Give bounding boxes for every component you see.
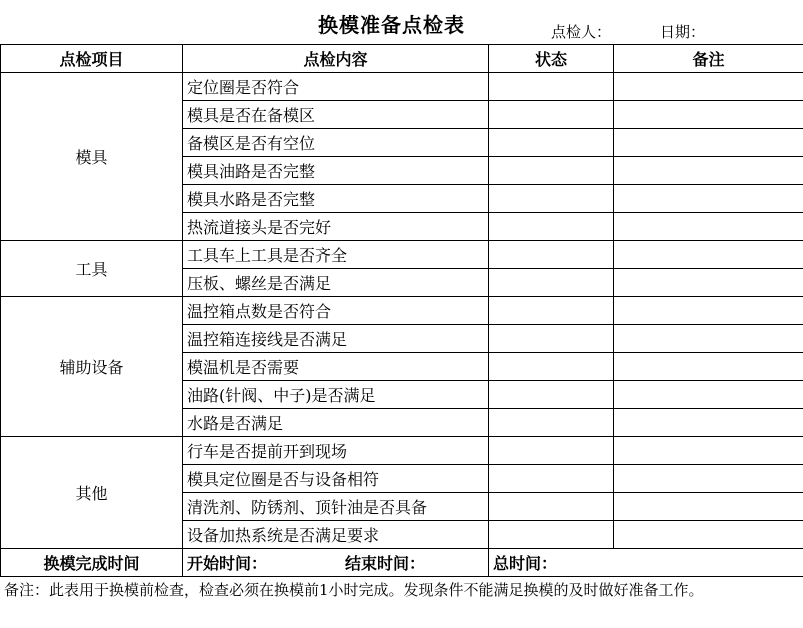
table-row (1, 297, 803, 325)
remark-cell[interactable] (614, 73, 803, 101)
remark-cell[interactable] (614, 465, 803, 493)
status-cell[interactable] (489, 521, 614, 549)
remark-cell[interactable] (614, 353, 803, 381)
remark-cell[interactable] (614, 297, 803, 325)
footnote: 备注：此表用于换模前检查，检查必须在换模前1小时完成。发现条件不能满足换模的及时做好准备工作。 (4, 581, 704, 599)
table-row (1, 437, 803, 465)
category-cell: 辅助设备 (1, 297, 183, 437)
remark-cell[interactable] (614, 241, 803, 269)
table-row (1, 241, 803, 269)
check-item-cell: 温控箱连接线是否满足 (183, 325, 489, 353)
remark-cell[interactable] (614, 409, 803, 437)
status-cell[interactable] (489, 409, 614, 437)
check-item-cell: 定位圈是否符合 (183, 73, 489, 101)
status-cell[interactable] (489, 325, 614, 353)
check-item-cell: 模具定位圈是否与设备相符 (183, 465, 489, 493)
page-title: 换模准备点检表 (318, 13, 465, 37)
inspector-label: 点检人： (551, 23, 612, 41)
check-item-cell: 温控箱点数是否符合 (183, 297, 489, 325)
column-header-status: 状态 (489, 45, 614, 73)
header-row (1, 45, 803, 73)
check-item-cell: 设备加热系统是否满足要求 (183, 521, 489, 549)
check-item-cell: 行车是否提前开到现场 (183, 437, 489, 465)
column-header-content: 点检内容 (183, 45, 489, 73)
remark-cell[interactable] (614, 213, 803, 241)
check-item-cell: 工具车上工具是否齐全 (183, 241, 489, 269)
category-cell: 工具 (1, 241, 183, 297)
status-cell[interactable] (489, 185, 614, 213)
category-cell: 模具 (1, 73, 183, 241)
remark-cell[interactable] (614, 325, 803, 353)
end-time-label: 结束时间： (345, 554, 426, 573)
completion-time-row (1, 549, 803, 577)
completion-time-label: 换模完成时间 (1, 549, 183, 577)
status-cell[interactable] (489, 297, 614, 325)
category-cell: 其他 (1, 437, 183, 549)
check-item-cell: 模具油路是否完整 (183, 157, 489, 185)
remark-cell[interactable] (614, 493, 803, 521)
status-cell[interactable] (489, 101, 614, 129)
check-item-cell: 备模区是否有空位 (183, 129, 489, 157)
status-cell[interactable] (489, 493, 614, 521)
status-cell[interactable] (489, 73, 614, 101)
remark-cell[interactable] (614, 185, 803, 213)
status-cell[interactable] (489, 381, 614, 409)
checklist-table (0, 44, 803, 577)
check-item-cell: 油路(针阀、中子)是否满足 (183, 381, 489, 409)
check-item-cell: 热流道接头是否完好 (183, 213, 489, 241)
remark-cell[interactable] (614, 129, 803, 157)
status-cell[interactable] (489, 129, 614, 157)
remark-cell[interactable] (614, 157, 803, 185)
remark-cell[interactable] (614, 269, 803, 297)
remark-cell[interactable] (614, 101, 803, 129)
remark-cell[interactable] (614, 521, 803, 549)
start-end-time-cell[interactable] (183, 549, 489, 577)
remark-cell[interactable] (614, 437, 803, 465)
status-cell[interactable] (489, 269, 614, 297)
table-row (1, 73, 803, 101)
status-cell[interactable] (489, 157, 614, 185)
date-label: 日期： (660, 23, 706, 41)
column-header-item: 点检项目 (1, 45, 183, 73)
status-cell[interactable] (489, 213, 614, 241)
remark-cell[interactable] (614, 381, 803, 409)
check-item-cell: 模温机是否需要 (183, 353, 489, 381)
check-item-cell: 模具水路是否完整 (183, 185, 489, 213)
status-cell[interactable] (489, 437, 614, 465)
check-item-cell: 水路是否满足 (183, 409, 489, 437)
check-item-cell: 模具是否在备模区 (183, 101, 489, 129)
status-cell[interactable] (489, 353, 614, 381)
status-cell[interactable] (489, 465, 614, 493)
check-item-cell: 压板、螺丝是否满足 (183, 269, 489, 297)
column-header-remark: 备注 (614, 45, 803, 73)
check-item-cell: 清洗剂、防锈剂、顶针油是否具备 (183, 493, 489, 521)
status-cell[interactable] (489, 241, 614, 269)
start-time-label: 开始时间： (187, 554, 268, 573)
total-time-cell[interactable]: 总时间： (489, 549, 803, 577)
